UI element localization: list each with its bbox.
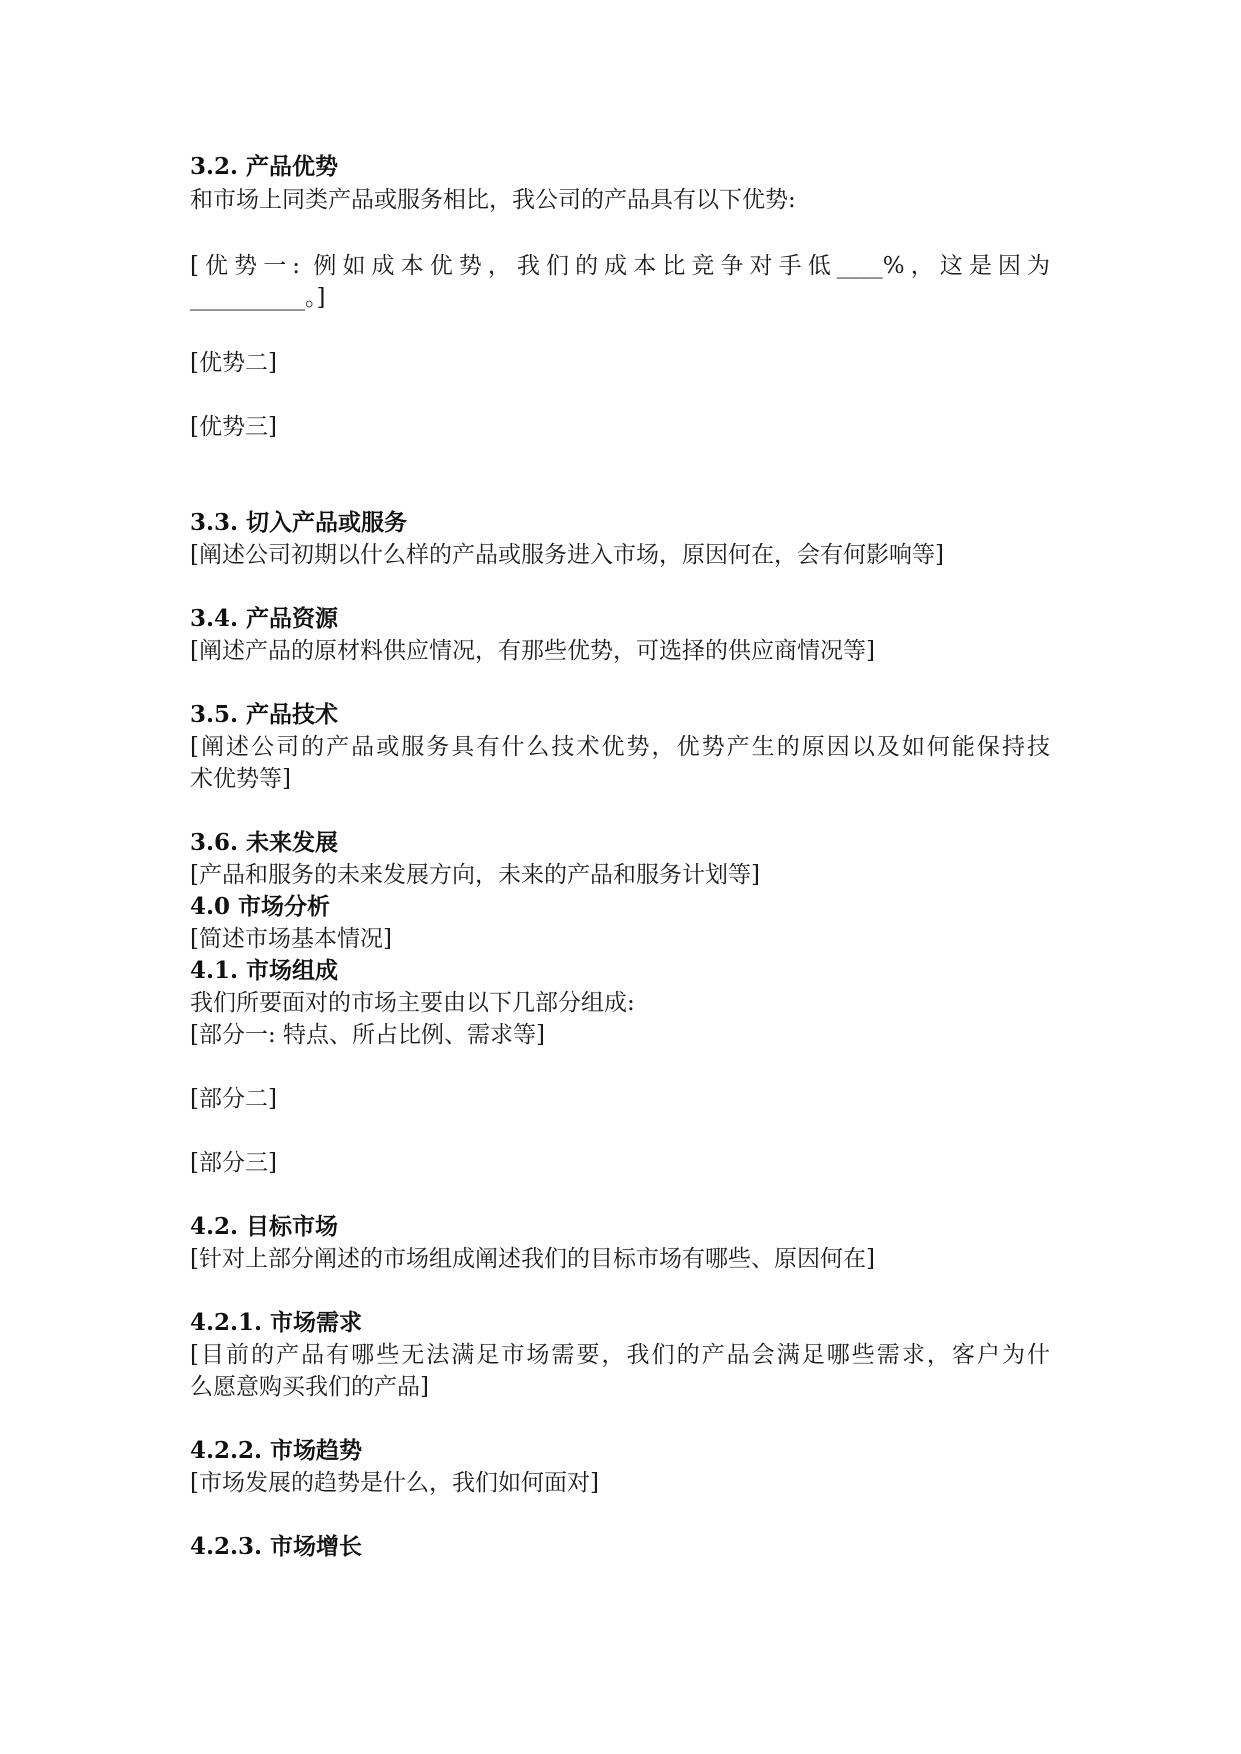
section-3-5-heading: 3.5. 产品技术 [190,701,339,728]
advantage-1-line-2: __________。] [190,285,326,311]
advantage-1-line-1: [优势一: 例如成本优势，我们的成本比竞争对手低____%，这是因为 [190,253,1050,279]
advantage-3: [优势三] [190,414,277,440]
section-4-2-body: [针对上部分阐述的市场组成阐述我们的目标市场有哪些、原因何在] [190,1246,875,1272]
section-3-6-heading: 3.6. 未来发展 [190,829,339,856]
section-3-2-intro: 和市场上同类产品或服务相比，我公司的产品具有以下优势: [190,187,796,213]
section-3-5-body-line-1: [阐述公司的产品或服务具有什么技术优势，优势产生的原因以及如何能保持技 [190,734,1050,760]
section-3-3-heading: 3.3. 切入产品或服务 [190,509,408,536]
section-4-2-2-body: [市场发展的趋势是什么，我们如何面对] [190,1470,599,1496]
section-4-2-2-heading: 4.2.2. 市场趋势 [190,1437,363,1464]
section-4-2-3-heading: 4.2.3. 市场增长 [190,1533,363,1560]
section-3-4-body: [阐述产品的原材料供应情况，有那些优势，可选择的供应商情况等] [190,638,875,664]
advantage-2: [优势二] [190,350,277,376]
market-part-1: [部分一: 特点、所占比例、需求等] [190,1022,546,1048]
section-4-0-body: [简述市场基本情况] [190,926,392,952]
section-4-2-1-heading: 4.2.1. 市场需求 [190,1309,363,1336]
section-4-1-heading: 4.1. 市场组成 [190,957,339,984]
section-3-5-body-line-2: 术优势等] [190,766,291,792]
market-part-2: [部分二] [190,1086,277,1112]
section-4-2-1-body-line-2: 么愿意购买我们的产品] [190,1374,429,1400]
section-4-1-intro: 我们所要面对的市场主要由以下几部分组成: [190,990,635,1016]
market-part-3: [部分三] [190,1150,277,1176]
section-4-2-1-body-line-1: [目前的产品有哪些无法满足市场需要，我们的产品会满足哪些需求，客户为什 [190,1342,1050,1368]
section-3-6-body: [产品和服务的未来发展方向，未来的产品和服务计划等] [190,862,760,888]
section-4-2-heading: 4.2. 目标市场 [190,1213,339,1240]
section-3-2-heading: 3.2. 产品优势 [190,153,339,180]
section-3-3-body: [阐述公司初期以什么样的产品或服务进入市场，原因何在，会有何影响等] [190,542,944,568]
section-4-0-heading: 4.0 市场分析 [190,893,331,920]
section-3-4-heading: 3.4. 产品资源 [190,605,339,632]
